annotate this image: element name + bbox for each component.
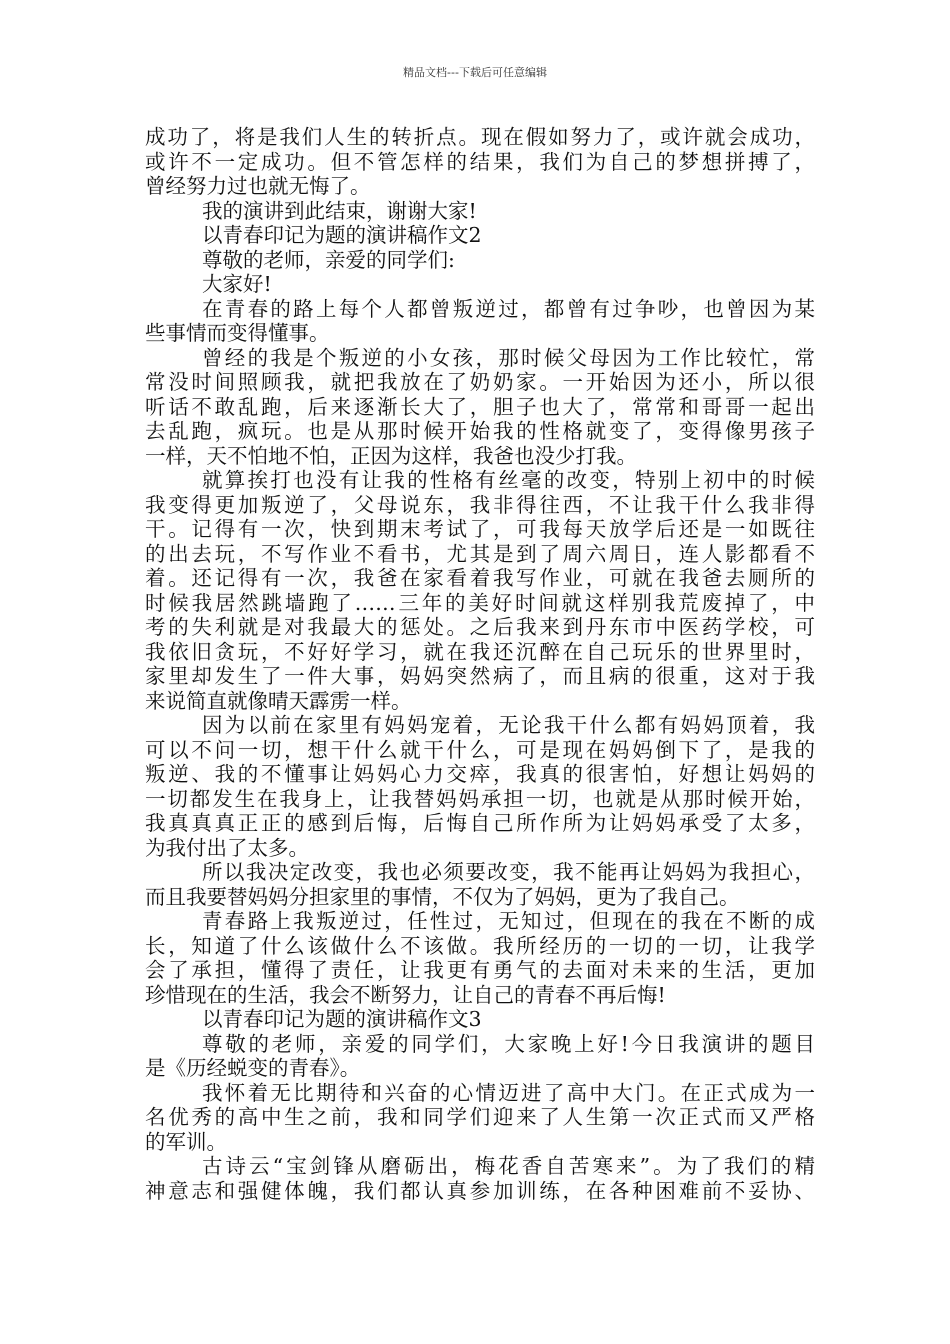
text-line: 大家好! xyxy=(202,272,272,296)
text-line: 以青春印记为题的演讲稿作文2 xyxy=(202,223,482,247)
text-line: 一样，天不怕地不怕，正因为这样，我爸也没少打我。 xyxy=(145,443,637,468)
document-body xyxy=(145,125,815,1203)
text-line: 可以不问一切，想干什么就干什么，可是现在妈妈倒下了，是我的 xyxy=(145,737,815,762)
text-line: 我真真真正正的感到后悔，后悔自己所作所为让妈妈承受了太多， xyxy=(145,811,815,835)
text-line: 一切都发生在我身上，让我替妈妈承担一切，也就是从那时候开始， xyxy=(145,786,815,811)
text-line: 尊敬的老师，亲爱的同学们，大家晚上好!今日我演讲的题目 xyxy=(202,1031,815,1056)
text-line: 叛逆、我的不懂事让妈妈心力交瘁，我真的很害怕，好想让妈妈的 xyxy=(145,762,815,786)
text-line: 着。还记得有一次，我爸在家看着我写作业，可就在我爸去厕所的 xyxy=(145,566,815,590)
text-line: 会了承担，懂得了责任，让我更有勇气的去面对未来的生活，更加 xyxy=(145,958,815,982)
text-line: 珍惜现在的生活，我会不断努力，让自己的青春不再后悔! xyxy=(145,982,666,1007)
text-line: 考的失利就是对我最大的惩处。之后我来到丹东市中医药学校，可 xyxy=(145,615,815,639)
text-line: 曾经努力过也就无悔了。 xyxy=(145,174,371,198)
text-line: 家里却发生了一件大事，妈妈突然病了，而且病的很重，这对于我 xyxy=(145,664,815,688)
text-line: 因为以前在家里有妈妈宠着，无论我干什么都有妈妈顶着，我 xyxy=(202,713,815,737)
text-line: 尊敬的老师，亲爱的同学们: xyxy=(202,247,455,272)
text-line: 的军训。 xyxy=(145,1129,227,1154)
text-line: 去乱跑，疯玩。也是从那时候开始我的性格就变了，变得像男孩子 xyxy=(145,419,815,443)
text-line: 就算挨打也没有让我的性格有丝毫的改变，特别上初中的时候 xyxy=(202,468,815,492)
text-line: 为我付出了太多。 xyxy=(145,835,309,860)
text-line: 长，知道了什么该做什么不该做。我所经历的一切的一切，让我学 xyxy=(145,933,815,958)
text-line: 以青春印记为题的演讲稿作文3 xyxy=(202,1007,482,1031)
text-line: 干。记得有一次，快到期末考试了，可我每天放学后还是一如既往 xyxy=(145,517,815,541)
text-line: 我变得更加叛逆了，父母说东，我非得往西，不让我干什么我非得 xyxy=(145,492,815,517)
text-line: 名优秀的高中生之前，我和同学们迎来了人生第一次正式而又严格 xyxy=(145,1105,815,1129)
text-line: 是《历经蜕变的青春》。 xyxy=(145,1056,361,1080)
text-line: 所以我决定改变，我也必须要改变，我不能再让妈妈为我担心， xyxy=(202,860,815,884)
text-line: 我怀着无比期待和兴奋的心情迈进了高中大门。在正式成为一 xyxy=(202,1080,815,1105)
text-line: 听话不敢乱跑，后来逐渐长大了，胆子也大了，常常和哥哥一起出 xyxy=(145,394,815,419)
text-line: 古诗云“宝剑锋从磨砺出，梅花香自苦寒来”。为了我们的精 xyxy=(202,1154,815,1178)
text-line: 成功了，将是我们人生的转折点。现在假如努力了，或许就会成功， xyxy=(145,125,815,149)
text-line: 来说简直就像晴天霹雳一样。 xyxy=(145,688,412,713)
text-line: 或许不一定成功。但不管怎样的结果，我们为自己的梦想拼搏了， xyxy=(145,149,815,174)
text-line: 常没时间照顾我，就把我放在了奶奶家。一开始因为还小，所以很 xyxy=(145,370,815,394)
text-line: 青春路上我叛逆过，任性过，无知过，但现在的我在不断的成 xyxy=(202,909,815,933)
text-line: 而且我要替妈妈分担家里的事情，不仅为了妈妈，更为了我自己。 xyxy=(145,884,740,909)
text-line: 我依旧贪玩，不好好学习，就在我还沉醉在自己玩乐的世界里时， xyxy=(145,639,815,664)
page-header: 精品文档---下载后可任意编辑 xyxy=(403,66,547,79)
text-line: 曾经的我是个叛逆的小女孩，那时候父母因为工作比较忙，常 xyxy=(202,345,815,370)
text-line: 神意志和强健体魄，我们都认真参加训练，在各种困难前不妥协、 xyxy=(145,1178,815,1203)
text-line: 的出去玩，不写作业不看书，尤其是到了周六周日，连人影都看不 xyxy=(145,541,815,566)
text-line: 在青春的路上每个人都曾叛逆过，都曾有过争吵，也曾因为某 xyxy=(202,296,815,321)
text-line: 时候我居然跳墙跑了……三年的美好时间就这样别我荒废掉了，中 xyxy=(145,590,815,615)
text-line: 些事情而变得懂事。 xyxy=(145,321,330,345)
text-line: 我的演讲到此结束，谢谢大家! xyxy=(202,198,477,223)
